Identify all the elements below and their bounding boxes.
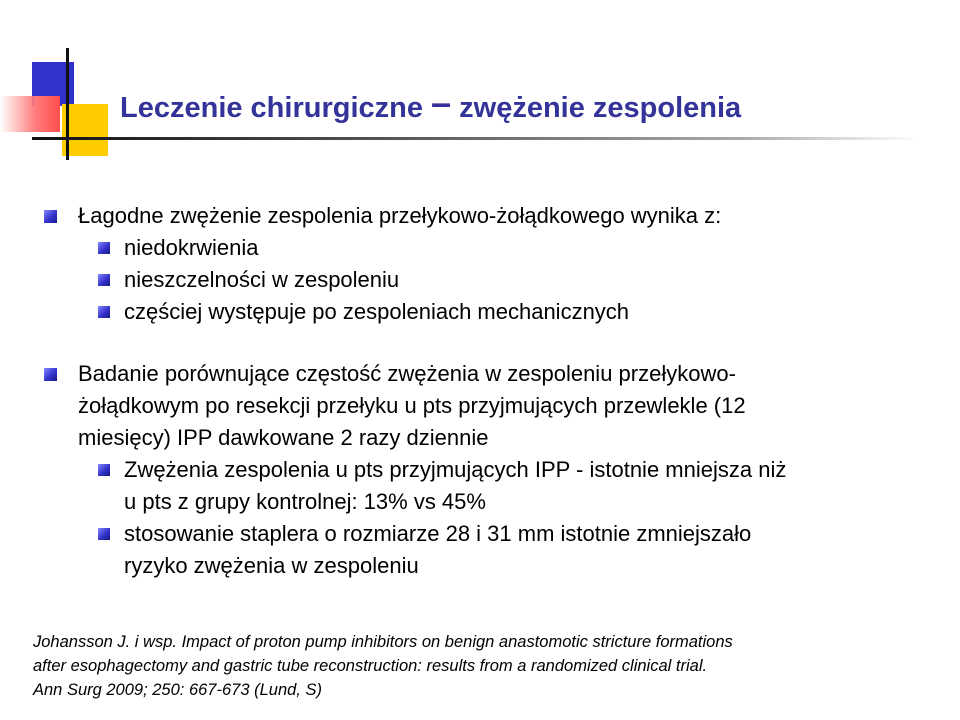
bullet-square-icon (44, 368, 57, 381)
sub-bullet: nieszczelności w zespoleniu (40, 264, 940, 296)
bullet-square-icon (98, 274, 110, 286)
logo-red-gradient (0, 96, 60, 132)
bullet-2: Badanie porównujące częstość zwężenia w zespoleniu przełykowo- żołądkowym po resekcji przełyku u pts przyjmujących przewlekle (12 miesięcy) IPP dawkowane 2 razy dziennie (40, 358, 940, 454)
sub-bullet: stosowanie staplera o rozmiarze 28 i 31 mm istotnie zmniejszało ryzyko zwężenia w zespoleniu (40, 518, 940, 582)
sub-bullet: Zwężenia zespolenia u pts przyjmujących IPP - istotnie mniejsza niż u pts z grupy kontrolnej: 13% vs 45% (40, 454, 940, 518)
reference-line: after esophagectomy and gastric tube reconstruction: results from a randomized clinical trial. (33, 657, 708, 675)
slide-content (40, 200, 940, 582)
bullet-square-icon (98, 528, 110, 540)
reference-line: Johansson J. i wsp. Impact of proton pump inhibitors on benign anastomotic stricture formations (33, 633, 733, 651)
bullet-square-icon (98, 242, 110, 254)
sub-bullet: częściej występuje po zespoleniach mechanicznych (40, 296, 940, 328)
bullet-square-icon (98, 464, 110, 476)
corner-logo (0, 0, 120, 165)
reference-citation (33, 630, 943, 702)
bullet-1: Łagodne zwężenie zespolenia przełykowo-żołądkowego wynika z: (40, 200, 940, 232)
reference-line: Ann Surg 2009; 250: 667-673 (Lund, S) (33, 681, 322, 699)
sub-bullet: niedokrwienia (40, 232, 940, 264)
slide-title: Leczenie chirurgiczne – zwężenie zespolenia (120, 82, 742, 124)
bullet-square-icon (98, 306, 110, 318)
title-underline (32, 137, 920, 140)
logo-vertical-line (66, 48, 69, 160)
bullet-square-icon (44, 210, 57, 223)
